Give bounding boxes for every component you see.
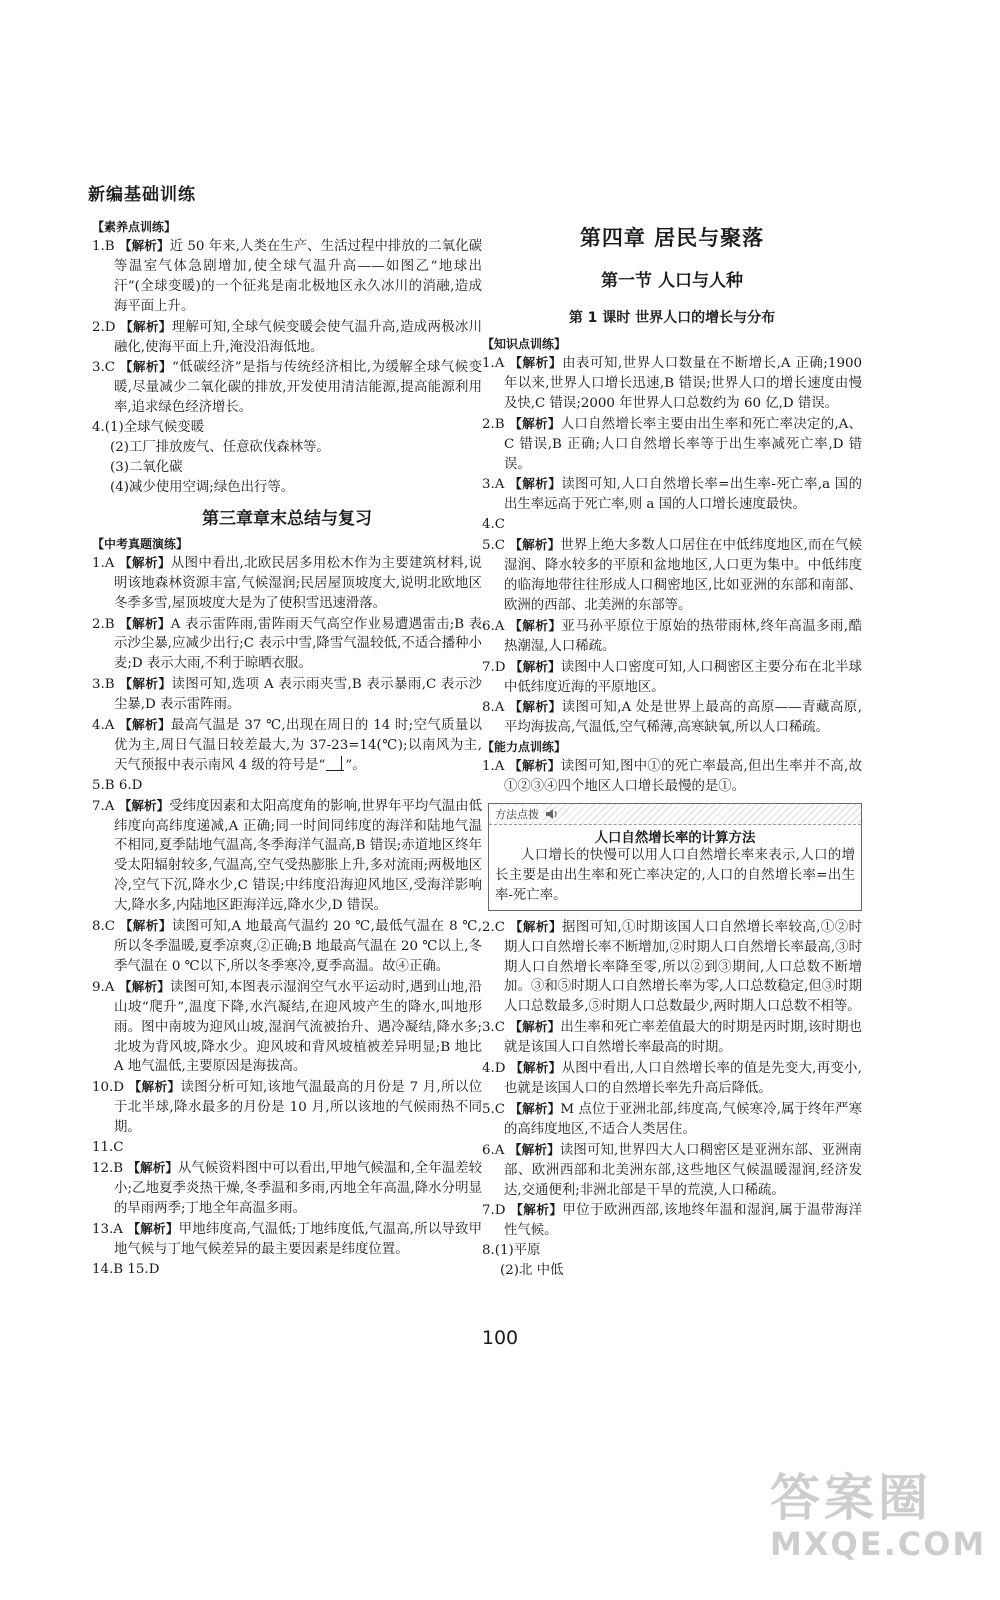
section-label: 【素养点训练】: [92, 220, 177, 234]
analysis-keyword: 【解析】: [509, 415, 561, 431]
answer-number: 13.A: [92, 1221, 123, 1237]
answer-text: 读图可知,世界四大人口稠密区是亚洲东部、亚洲南部、欧洲西部和北美洲东部,这些地区气候温暖湿润,经济发达,交通便利;非洲北部是干旱的荒漠,人口稀疏。: [504, 1142, 863, 1198]
answer-item: [92, 796, 482, 916]
section-title: 第一节 人口与人种: [601, 271, 743, 291]
answer-number: 10.D: [92, 1080, 125, 1096]
answer-list: [92, 553, 482, 715]
analysis-keyword: 【解析】: [127, 1159, 178, 1175]
answer-number: 5.C: [482, 1101, 506, 1117]
answer-text: ”。: [345, 757, 366, 773]
answer-text: 甲地纬度高,气温低;丁地纬度低,气温高,所以导致甲地气候与丁地气候差异的最主要因素是纬度位置。: [114, 1221, 483, 1257]
answer-text: 人口自然增长率主要由出生率和死亡率决定的,A、C 错误,B 正确;人口自然增长率等于出生率减死亡率,D 错误。: [504, 416, 862, 472]
lesson-title: 第 1 课时 世界人口的增长与分布: [568, 310, 776, 326]
answer-text: 读图可知,选项 A 表示雨夹雪,B 表示暴雨,C 表示沙尘暴,D 表示雷阵雨。: [114, 677, 483, 713]
watermark-logo: [770, 1469, 987, 1570]
answer-text: A 表示雷阵雨,雷阵雨天气高空作业易遭遇雷击;B 表示沙尘暴,应减少出行;C 表示中雪,降雪气温较低,不适合播种小麦;D 表示大雨,不利于晾晒衣服。: [114, 616, 483, 672]
method-tip-box: [488, 803, 862, 911]
answer-item: [92, 317, 482, 358]
section-label: 【知识点训练】: [482, 337, 567, 351]
analysis-keyword: 【解析】: [508, 1141, 560, 1157]
answer-number: 5.C: [482, 538, 506, 554]
answer-item: [482, 1099, 862, 1140]
answer-item: [482, 1017, 862, 1058]
answer-number: 8.A: [482, 700, 505, 716]
answer-item: 8.(1)平原: [482, 1243, 541, 1259]
analysis-keyword: 【解析】: [509, 355, 563, 370]
analysis-keyword: 【解析】: [509, 658, 561, 674]
method-tip-body: 人口增长的快慢可以用人口自然增长率来表示,人口的增长主要是由出生率和死亡率决定的,人口的自然增长率=出生率-死亡率。: [495, 848, 855, 903]
sub-answer: (4)减少使用空调;绿色出行等。: [110, 479, 295, 495]
sub-answer: (2)工厂排放废气、任意砍伐森林等。: [110, 440, 330, 456]
answer-item: [482, 474, 862, 515]
book-title: 新编基础训练: [88, 185, 196, 205]
analysis-keyword: 【解析】: [127, 1220, 179, 1236]
answer-list: [482, 535, 862, 738]
right-column: [482, 218, 862, 1281]
analysis-keyword: 【解析】: [509, 476, 562, 492]
answer-text: M 点位于亚洲北部,纬度高,气候寒冷,属于终年严寒的高纬度地区,不适合人类居住。: [504, 1101, 863, 1137]
answer-text: 读图可知,人口自然增长率=出生率-死亡率,a 国的出生率远高于死亡率,则 a 国的人口增长速度最快。: [504, 477, 862, 513]
analysis-keyword: 【解析】: [510, 1060, 562, 1076]
answer-text: “低碳经济”是指与传统经济相比,为缓解全球气候变暖,尽量减少二氧化碳的排放,开发使用清洁能源,提高能源利用率,追求绿色经济增长。: [114, 360, 483, 416]
answer-list: [482, 353, 862, 515]
answer-text: 读图分析可知,该地气温最高的月份是 7 月,所以位于北半球,降水最多的月份是 10 月,所以该地的气候雨热不同期。: [114, 1080, 483, 1136]
answer-item: [482, 1200, 862, 1241]
analysis-keyword: 【解析】: [119, 717, 171, 733]
south-wind-symbol-icon: [326, 756, 344, 771]
answer-text: 理解可知,全球气候变暖会使气温升高,造成两极冰川融化,使海平面上升,淹没沿海低地。: [114, 319, 482, 355]
answer-item: 5.B 6.D: [92, 777, 143, 793]
watermark-en: MXQE.COM: [770, 1525, 987, 1563]
answer-item: [92, 1158, 482, 1219]
answer-text: 从图中看出,人口自然增长率的值是先变大,再变小,也就是该国人口的自然增长率先升高后降低。: [504, 1061, 862, 1096]
answer-item: [482, 1140, 862, 1201]
analysis-keyword: 【解析】: [118, 238, 170, 253]
answer-number: 7.D: [482, 1203, 506, 1219]
answer-item: [482, 657, 862, 698]
answer-number: 9.A: [92, 979, 115, 995]
answer-item: [92, 553, 482, 614]
left-column: [92, 218, 482, 1279]
section-label: 【中考真题演练】: [92, 536, 189, 551]
answer-text: 据图可知,①时期该国人口自然增长率较高,①②时期人口自然增长率不断增加,②时期人口自然增长率最高,③时期人口自然增长率降至零,所以②到③期间,人口总数不断增加。③和⑤时期人口自然增长率为零,人口总数稳定,但③时期人口总数最多,⑤时期人口总数最少,两时期人口总数不相等。: [504, 919, 863, 1015]
answer-number: 8.C: [92, 919, 116, 935]
answer-text: 甲位于欧洲西部,该地终年温和湿润,属于温带海洋性气候。: [504, 1203, 863, 1239]
answer-number: 2.C: [482, 919, 506, 935]
analysis-keyword: 【解析】: [510, 1202, 563, 1218]
analysis-keyword: 【解析】: [119, 554, 171, 570]
answer-text: 从气候资料图中可以看出,甲地气候温和,全年温差较小;乙地夏季炎热干燥,冬季温和多雨,丙地全年高温,降水分明显的旱雨两季;丁地全年高温多雨。: [114, 1160, 483, 1216]
section-label: 【能力点训练】: [482, 740, 567, 755]
analysis-keyword: 【解析】: [509, 699, 562, 715]
answer-number: 4.A: [92, 718, 115, 734]
answer-item: [92, 614, 482, 675]
review-title: 第三章章末总结与复习: [202, 508, 372, 529]
answer-text: 从图中看出,北欧民居多用松木作为主要建筑材料,说明该地森林资源丰富,气候湿润;民居屋顶坡度大,说明北欧地区冬季多雪,屋顶坡度大是为了使积雪迅速滑落。: [114, 555, 482, 611]
answer-number: 1.B: [92, 239, 115, 254]
answer-item: [482, 353, 862, 414]
answer-item: [482, 414, 862, 475]
answer-text: 最高气温是 37 ℃,出现在周日的 14 时;空气质量以优为主,周日气温日较差最大,为 37-23=14(℃);以南风为主,天气预报中表示南风 4 级的符号是“: [114, 718, 483, 773]
answer-number: 3.B: [92, 677, 115, 693]
answer-text: 读图可知,图中①的死亡率最高,但出生率并不高,故①②③④四个地区人口增长最慢的是①。: [504, 759, 862, 795]
answer-number: 4.D: [482, 1061, 506, 1077]
answer-item: [482, 1058, 862, 1099]
answer-item: [92, 1077, 482, 1138]
analysis-keyword: 【解析】: [119, 615, 171, 631]
answer-number: 7.D: [482, 659, 506, 675]
answer-list: [482, 917, 862, 1242]
answer-item: [92, 357, 482, 418]
answer-text: 读图中人口密度可知,人口稠密区主要分布在北半球中低纬度近海的平原地区。: [504, 659, 862, 695]
method-tip-title: 人口自然增长率的计算方法: [594, 831, 756, 847]
answer-number: 2.B: [482, 416, 505, 432]
chapter-title: 第四章 居民与聚落: [579, 225, 765, 250]
method-tip-tag: 方法点拨: [489, 806, 543, 822]
answer-item: [92, 674, 482, 715]
answer-item: [92, 916, 482, 977]
answer-number: 3.C: [482, 1020, 506, 1036]
answer-number: 2.B: [92, 616, 115, 632]
answer-number: 7.A: [92, 798, 115, 814]
answer-item: [92, 1219, 482, 1260]
answer-list: [92, 236, 482, 418]
answer-item: [482, 697, 862, 738]
page-number: 100: [481, 1327, 519, 1349]
answer-number: 1.A: [92, 555, 115, 571]
answer-item: [92, 236, 482, 317]
analysis-keyword: 【解析】: [119, 676, 172, 692]
answer-text: 读图可知,A 处是世界上最高的高原——青藏高原,平均海拔高,气温低,空气稀薄,高寒缺氧,所以人口稀疏。: [504, 700, 862, 736]
answer-item: [482, 535, 862, 616]
analysis-keyword: 【解析】: [118, 978, 171, 994]
method-tip-header: [489, 804, 861, 825]
analysis-keyword: 【解析】: [509, 758, 561, 774]
answer-text: 世界上绝大多数人口居住在中低纬度地区,而在气候湿润、降水较多的平原和盆地地区,人口更为集中。中低纬度的临海地带往往形成人口稠密地区,比如亚洲的东部和南部、欧洲的西部、北美洲的东部等。: [504, 538, 862, 613]
answer-item: [482, 616, 862, 657]
answer-number: 3.A: [482, 477, 505, 493]
analysis-keyword: 【解析】: [118, 797, 170, 813]
answer-number: 2.D: [92, 319, 116, 335]
analysis-keyword: 【解析】: [119, 918, 172, 934]
sub-answer: (2)北 中低: [500, 1263, 564, 1279]
analysis-keyword: 【解析】: [509, 537, 561, 553]
sub-answer-list: [92, 438, 482, 498]
analysis-keyword: 【解析】: [509, 617, 562, 633]
answer-text: 出生率和死亡率差值最大的时期是丙时期,该时期也就是该国人口自然增长率最高的时期。: [504, 1020, 862, 1056]
answer-text: 读图可知,本图表示湿润空气水平运动时,遇到山地,沿山坡“爬升”,温度下降,水汽凝结,在迎风坡产生的降水,叫地形雨。图中南坡为迎风山坡,湿润气流被抬升、遇冷凝结,降水多;北坡为背风坡,降水少。迎风坡和背风坡植被差异明显;B 地比 A 地气温低,主要原因是海拔高。: [114, 979, 482, 1075]
answer-number: 6.A: [482, 1142, 505, 1158]
answer-text: 受纬度因素和太阳高度角的影响,世界年平均气温由低纬度向高纬度递减,A 正确;同一时间同纬度的海洋和陆地气温不相同,夏季陆地气温高,冬季海洋气温高,B 错误;赤道地区终年受太阳辐射较多,气温高,空气受热膨胀上升,多对流雨;两极地区冷,空气下沉,降水少,C 错误;中纬度沿海迎风地区,受海洋影响大,降水多,内陆地区距海洋远,降水少,D 错误。: [114, 798, 482, 914]
answer-number: 6.A: [482, 618, 505, 634]
answer-text: 由表可知,世界人口数量在不断增长,A 正确;1900 年以来,世界人口增长迅速,B 错误;世界人口的增长速度由慢及快,C 错误;2000 年世界人口总数约为 60 亿,D 错误。: [504, 356, 863, 411]
answer-list: [92, 1158, 482, 1260]
sub-answer: (3)二氧化碳: [110, 459, 183, 475]
answer-number: 1.A: [482, 356, 505, 371]
answer-text: 近 50 年来,人类在生产、生活过程中排放的二氧化碳等温室气体急剧增加,使全球气温升高——如图乙“地球出汗”(全球变暖)的一个征兆是南北极地区永久冰川的消融,造成海平面上升。: [114, 239, 483, 314]
answer-number: 3.C: [92, 360, 116, 376]
answer-item: [482, 917, 862, 1018]
speaker-icon: [545, 808, 559, 820]
answer-item: 4.(1)全球气候变暖: [92, 420, 205, 436]
watermark-cn: 答案圈: [770, 1469, 932, 1527]
answer-item: 4.C: [482, 517, 506, 533]
analysis-keyword: 【解析】: [119, 359, 173, 375]
analysis-keyword: 【解析】: [509, 918, 563, 934]
analysis-keyword: 【解析】: [128, 1079, 181, 1095]
answer-number: 1.A: [482, 759, 505, 775]
answer-text: 亚马孙平原位于原始的热带雨林,终年高温多雨,酷热潮湿,人口稀疏。: [504, 618, 863, 654]
answer-item: [482, 756, 862, 797]
analysis-keyword: 【解析】: [509, 1019, 561, 1035]
answer-list: [92, 796, 482, 1138]
answer-item: [92, 977, 482, 1078]
answer-number: 12.B: [92, 1160, 124, 1176]
answer-item: [92, 715, 482, 776]
analysis-keyword: 【解析】: [509, 1100, 561, 1116]
answer-text: 读图可知,A 地最高气温约 20 ℃,最低气温在 8 ℃,所以冬季温暖,夏季凉爽,②正确;B 地最高气温在 20 ℃以上,冬季气温在 0 ℃以下,所以冬季寒冷,夏季高温。故④正确。: [114, 919, 482, 974]
answer-item: 14.B 15.D: [92, 1261, 160, 1277]
analysis-keyword: 【解析】: [120, 318, 172, 334]
answer-item: 11.C: [92, 1140, 124, 1156]
